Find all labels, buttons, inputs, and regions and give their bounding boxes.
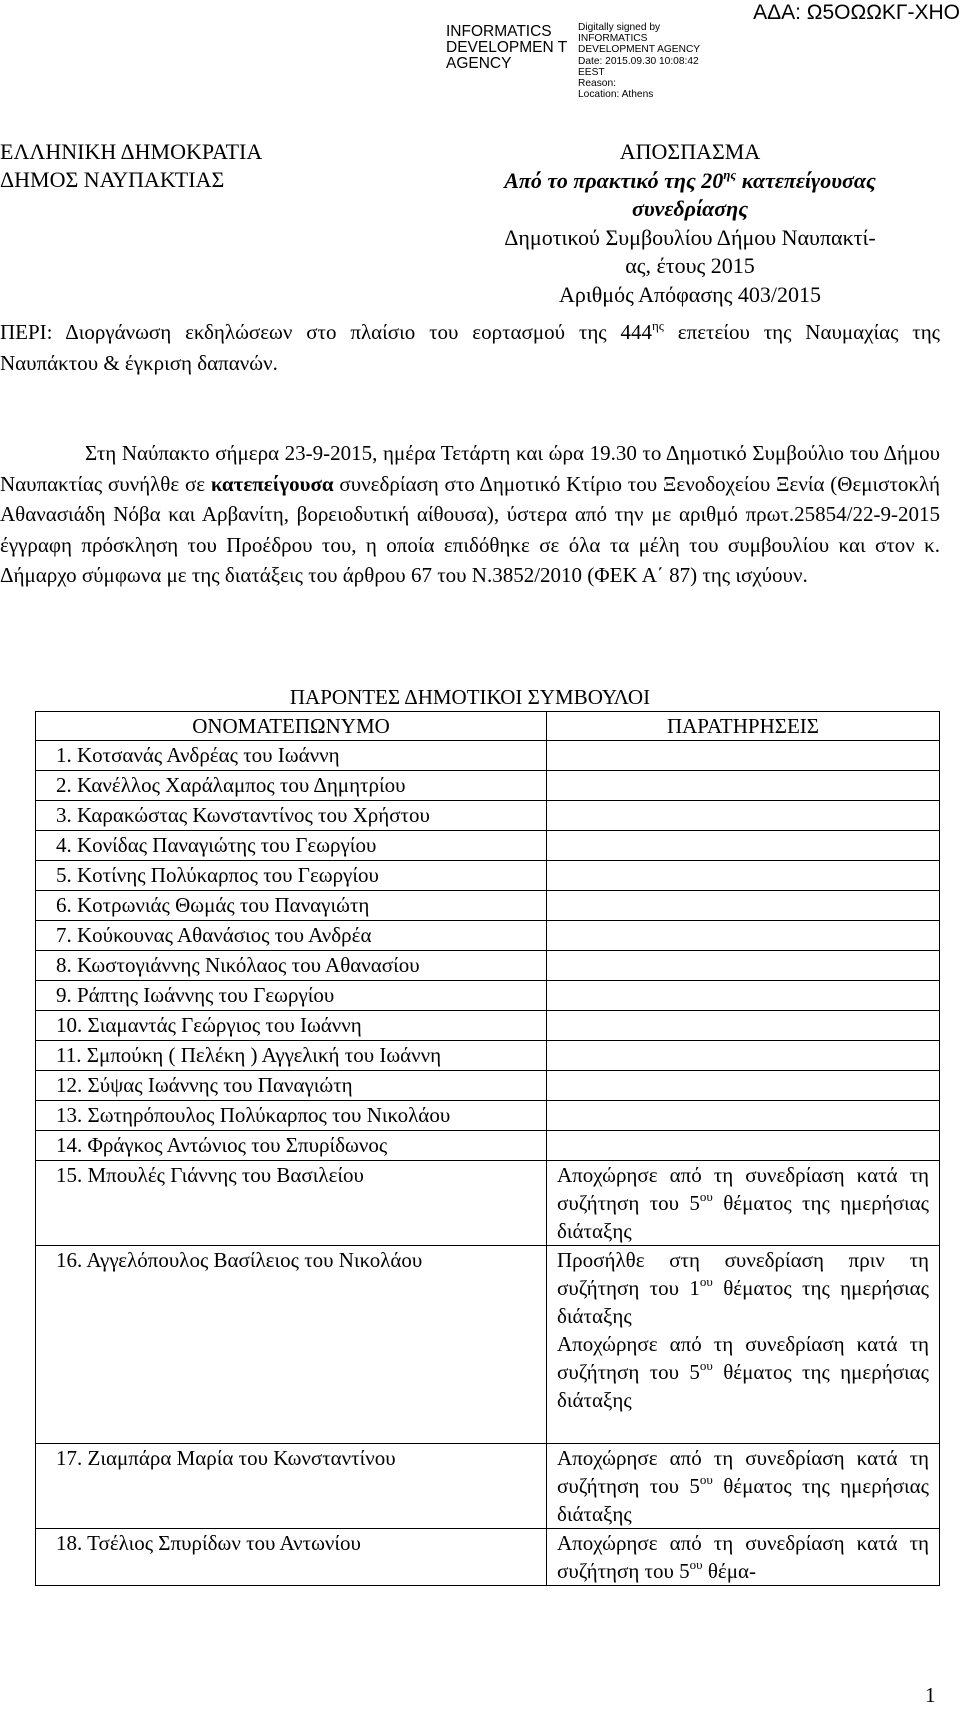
table-row: 4. Κονίδας Παναγιώτης του Γεωργίου (36, 831, 940, 861)
table-row: 15. Μπουλές Γιάννης του Βασιλείου Αποχώρησε από τη συνεδρίαση κατά τη συζήτηση του $5^{o\upsilon}$ θέματος της ημερήσιας διάταξης (36, 1161, 940, 1246)
country-name: ΕΛΛΗΝΙΚΗ ΔΗΜΟΚΡΑΤΙΑ (0, 139, 263, 164)
table-row: 10. Σιαμαντάς Γεώργιος του Ιωάννη (36, 1011, 940, 1041)
signature-line: Digitally signed by (578, 22, 661, 33)
table-row: 2. Κανέλλος Χαράλαμπος του Δημητρίου (36, 771, 940, 801)
signature-line: INFORMATICS (578, 33, 648, 45)
member-note: Προσήλθε στη συνεδρίαση πριν τη συζήτηση του $1^{o\upsilon}$ θέματος της ημερήσιας διάταξης Αποχώρησε από τη συνεδρίαση κατά τη συζήτηση του $5^{o\upsilon}$ θέματος της ημερήσιας διάταξης (547, 1246, 940, 1444)
table-row: 13. Σωτηρόπουλος Πολύκαρπος του Νικολάου (36, 1101, 940, 1131)
signature-line: DEVELOPMENT AGENCY (578, 44, 701, 56)
member-note: Αποχώρησε από τη συνεδρίαση κατά τη συζήτηση του $5^{o\upsilon}$ θέματος της ημερήσιας διάταξης (547, 1444, 940, 1529)
urgent-keyword: κατεπείγουσα (210, 471, 334, 496)
signature-line: Reason: (578, 78, 616, 90)
table-row: 7. Κούκουνας Αθανάσιος του Ανδρέα (36, 921, 940, 951)
present-members-title: ΠΑΡΟΝΤΕΣ ΔΗΜΟΤΙΚΟΙ ΣΥΜΒΟΥΛΟΙ (289, 685, 651, 709)
table-row: 6. Κοτρωνιάς Θωμάς του Παναγιώτη (36, 891, 940, 921)
council-year-line: ας, έτους 2015 (625, 253, 755, 278)
municipality-name: ΔΗΜΟΣ ΝΑΥΠΑΚΤΙΑΣ (0, 167, 225, 192)
decision-number: Αριθμός Απόφασης 403/2015 (558, 281, 822, 307)
subject-paragraph: ΠΕΡΙ: Διοργάνωση εκδηλώσεων στο πλαίσιο του εορτασμού της $444^{\eta\varsigma}$ επετείου της Ναυμαχίας της Ναυπάκτου & έγκριση δαπανών. (0, 318, 941, 375)
issuer-header (0, 138, 262, 194)
signature-agency-name: INFORMATICS DEVELOPMEN T AGENCY (446, 23, 567, 72)
table-row: 9. Ράπτης Ιωάννης του Γεωργίου (36, 981, 940, 1011)
column-header-notes: ΠΑΡΑΤΗΡΗΣΕΙΣ (547, 712, 940, 741)
table-row: 16. Αγγελόπουλος Βασίλειος του Νικολάου Προσήλθε στη συνεδρίαση πριν τη συζήτηση του $1^{o\upsilon}$ θέματος της ημερήσιας διάταξης Αποχώρησε από τη συνεδρίαση κατά τη συζήτηση του $5^{o\upsilon}$ θέματος της ημερήσιας διάταξης (36, 1246, 940, 1444)
table-row: 14. Φράγκος Αντώνιος του Σπυρίδωνος (36, 1131, 940, 1161)
table-row: 18. Τσέλιος Σπυρίδων του Αντωνίου Αποχώρησε από τη συνεδρίαση κατά τη συζήτηση του $5^{o\upsilon}$ θέμα- (36, 1529, 940, 1586)
table-row: 12. Σύψας Ιωάννης του Παναγιώτη (36, 1071, 940, 1101)
member-note: Αποχώρησε από τη συνεδρίαση κατά τη συζήτηση του $5^{o\upsilon}$ θέμα- (547, 1529, 940, 1586)
ada-code: ΑΔΑ: Ω5ΟΩΩΚΓ-ΧΗΟ (753, 1, 960, 24)
intro-paragraph: Στη Ναύπακτο σήμερα 23-9-2015, ημέρα Τετάρτη και ώρα 19.30 το Δημοτικό Συμβούλιο του Δήμου Ναυπακτίας συνήλθε σε κατεπείγουσα συνεδρίαση στο Δημοτικό Κτίριο του Ξενοδοχείου Ξενία (Θεμιστοκλή Αθανασιάδη Νόβα και Αρβανίτη, βορειοδυτική αίθουσα), ύστερα από την με αριθμό πρωτ.25854/22-9-2015 έγγραφη πρόσκληση του Προέδρου του, η οποία επιδόθηκε σε όλα τα μέλη του συμβουλίου και στον κ. Δήμαρχο σύμφωνα με της διατάξεις του άρθρου 67 του Ν.3852/2010 (ΦΕΚ Α΄ 87) της ισχύουν. (0, 441, 940, 587)
session-line: Από το πρακτικό της $20^{\eta\varsigma}$ κατεπείγουσας (504, 166, 876, 193)
page-number: 1 (925, 1683, 936, 1707)
signature-line: Date: 2015.09.30 10:08:42 (578, 55, 699, 67)
table-row: 1. Κοτσανάς Ανδρέας του Ιωάννη (36, 741, 940, 771)
table-header-row (36, 712, 940, 741)
table-row: 3. Καρακώστας Κωνσταντίνος του Χρήστου (36, 801, 940, 831)
document-title: ΑΠΟΣΠΑΣΜΑ (619, 139, 761, 164)
council-line: Δημοτικού Συμβουλίου Δήμου Ναυπακτί- (504, 224, 876, 250)
column-header-name: ΟΝΟΜΑΤΕΠΩΝΥΜΟ (36, 712, 547, 741)
table-row: 5. Κοτίνης Πολύκαρπος του Γεωργίου (36, 861, 940, 891)
signature-line: Location: Athens (578, 89, 654, 101)
digital-signature-block (446, 22, 706, 102)
signature-line: EEST (578, 66, 605, 78)
signature-details (578, 22, 700, 100)
table-row: 17. Ζιαμπάρα Μαρία του Κωνσταντίνου Αποχώρησε από τη συνεδρίαση κατά τη συζήτηση του $5^{o\upsilon}$ θέματος της ημερήσιας διάταξης (36, 1444, 940, 1529)
member-note: Αποχώρησε από τη συνεδρίαση κατά τη συζήτηση του $5^{o\upsilon}$ θέματος της ημερήσιας διάταξης (547, 1161, 940, 1246)
session-line-cont: συνεδρίασης (631, 196, 749, 221)
table-row: 11. Σμπούκη ( Πελέκη ) Αγγελική του Ιωάννη (36, 1041, 940, 1071)
members-table (35, 711, 940, 1586)
table-row: 8. Κωστογιάννης Νικόλαος του Αθανασίου (36, 951, 940, 981)
document-header (455, 138, 925, 309)
